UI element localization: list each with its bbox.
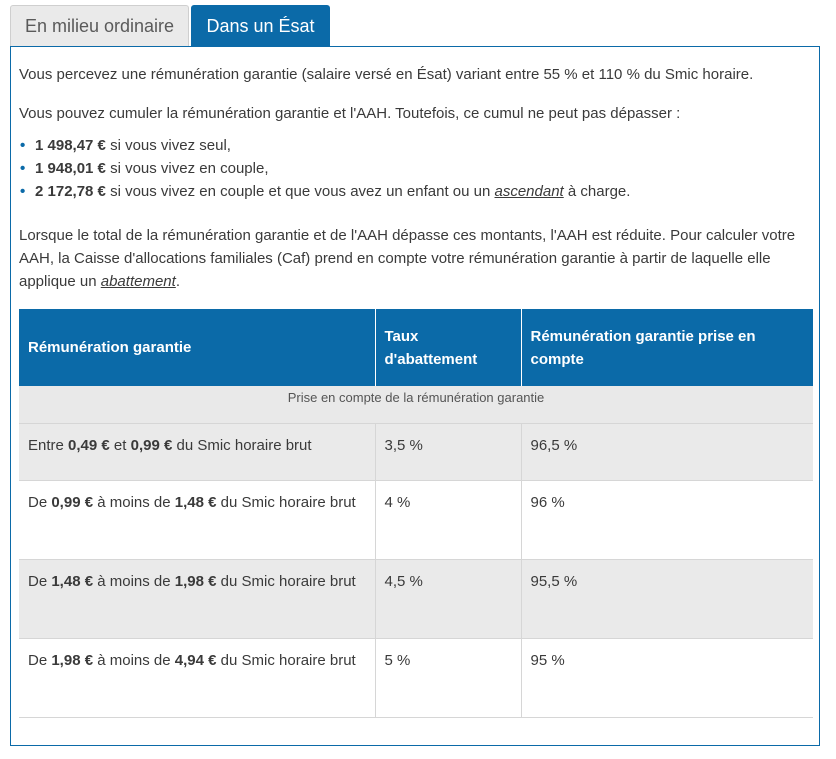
amount-text: si vous vivez en couple, [105,160,269,177]
list-item [19,180,630,203]
amount-text: si vous vivez en couple et que vous avez un enfant ou un [105,183,495,200]
cell-remuneration: De 1,48 € à moins de 1,98 € du Smic horaire brut [19,559,375,638]
cell-prise-en-compte: 96,5 % [521,423,813,480]
list-item [19,157,630,180]
abattement-link[interactable]: abattement [100,273,176,290]
cell-remuneration: Entre 0,49 € et 0,99 € du Smic horaire brut [19,423,375,480]
reduction-paragraph [19,224,813,293]
amount-list [19,134,630,203]
bullet-icon: • [20,137,26,154]
cell-taux: 3,5 % [375,423,521,480]
cell-prise-en-compte: 95 % [521,638,813,717]
bullet-icon: • [20,160,26,177]
table-row [19,480,813,559]
tab-panel [10,46,820,746]
amount-value: 2 172,78 € [35,183,106,200]
cell-taux: 5 % [375,638,521,717]
reduction-text-after: . [175,273,180,290]
header-taux: Taux d'abattement [375,309,521,386]
table-header-row [19,309,813,386]
cell-remuneration: De 0,99 € à moins de 1,48 € du Smic horaire brut [19,480,375,559]
table-caption: Prise en compte de la rémunération garantie [19,386,813,423]
tab-en-milieu-ordinaire[interactable]: En milieu ordinaire [10,5,189,47]
tab-dans-un-esat[interactable]: Dans un Ésat [191,5,330,47]
cell-taux: 4,5 % [375,559,521,638]
amount-text: si vous vivez seul, [105,137,231,154]
amount-text-after: à charge. [563,183,631,200]
ascendant-link[interactable]: ascendant [494,183,564,200]
cell-taux: 4 % [375,480,521,559]
cell-remuneration: De 1,98 € à moins de 4,94 € du Smic horaire brut [19,638,375,717]
header-remuneration: Rémunération garantie [19,309,375,386]
amount-value: 1 498,47 € [35,137,106,154]
cell-prise-en-compte: 95,5 % [521,559,813,638]
amount-value: 1 948,01 € [35,160,106,177]
table-row [19,559,813,638]
table-caption-row [19,386,813,423]
header-prise-en-compte: Rémunération garantie prise en compte [521,309,813,386]
bullet-icon: • [20,183,26,200]
list-item [19,134,630,157]
intro-paragraph: Vous percevez une rémunération garantie (salaire versé en Ésat) variant entre 55 % et 110 % du Smic horaire. [19,66,754,83]
reduction-text: Lorsque le total de la rémunération garantie et de l'AAH dépasse ces montants, l'AAH est réduite. Pour calculer votre AAH, la Caisse d'allocations familiales (Caf) prend en compte votre rémunération garantie à partir de laquelle elle applique un [19,227,796,290]
remuneration-table [19,309,813,718]
cell-prise-en-compte: 96 % [521,480,813,559]
table-row [19,638,813,717]
table-row [19,423,813,480]
cumul-paragraph: Vous pouvez cumuler la rémunération garantie et l'AAH. Toutefois, ce cumul ne peut pas dépasser : [19,105,681,122]
